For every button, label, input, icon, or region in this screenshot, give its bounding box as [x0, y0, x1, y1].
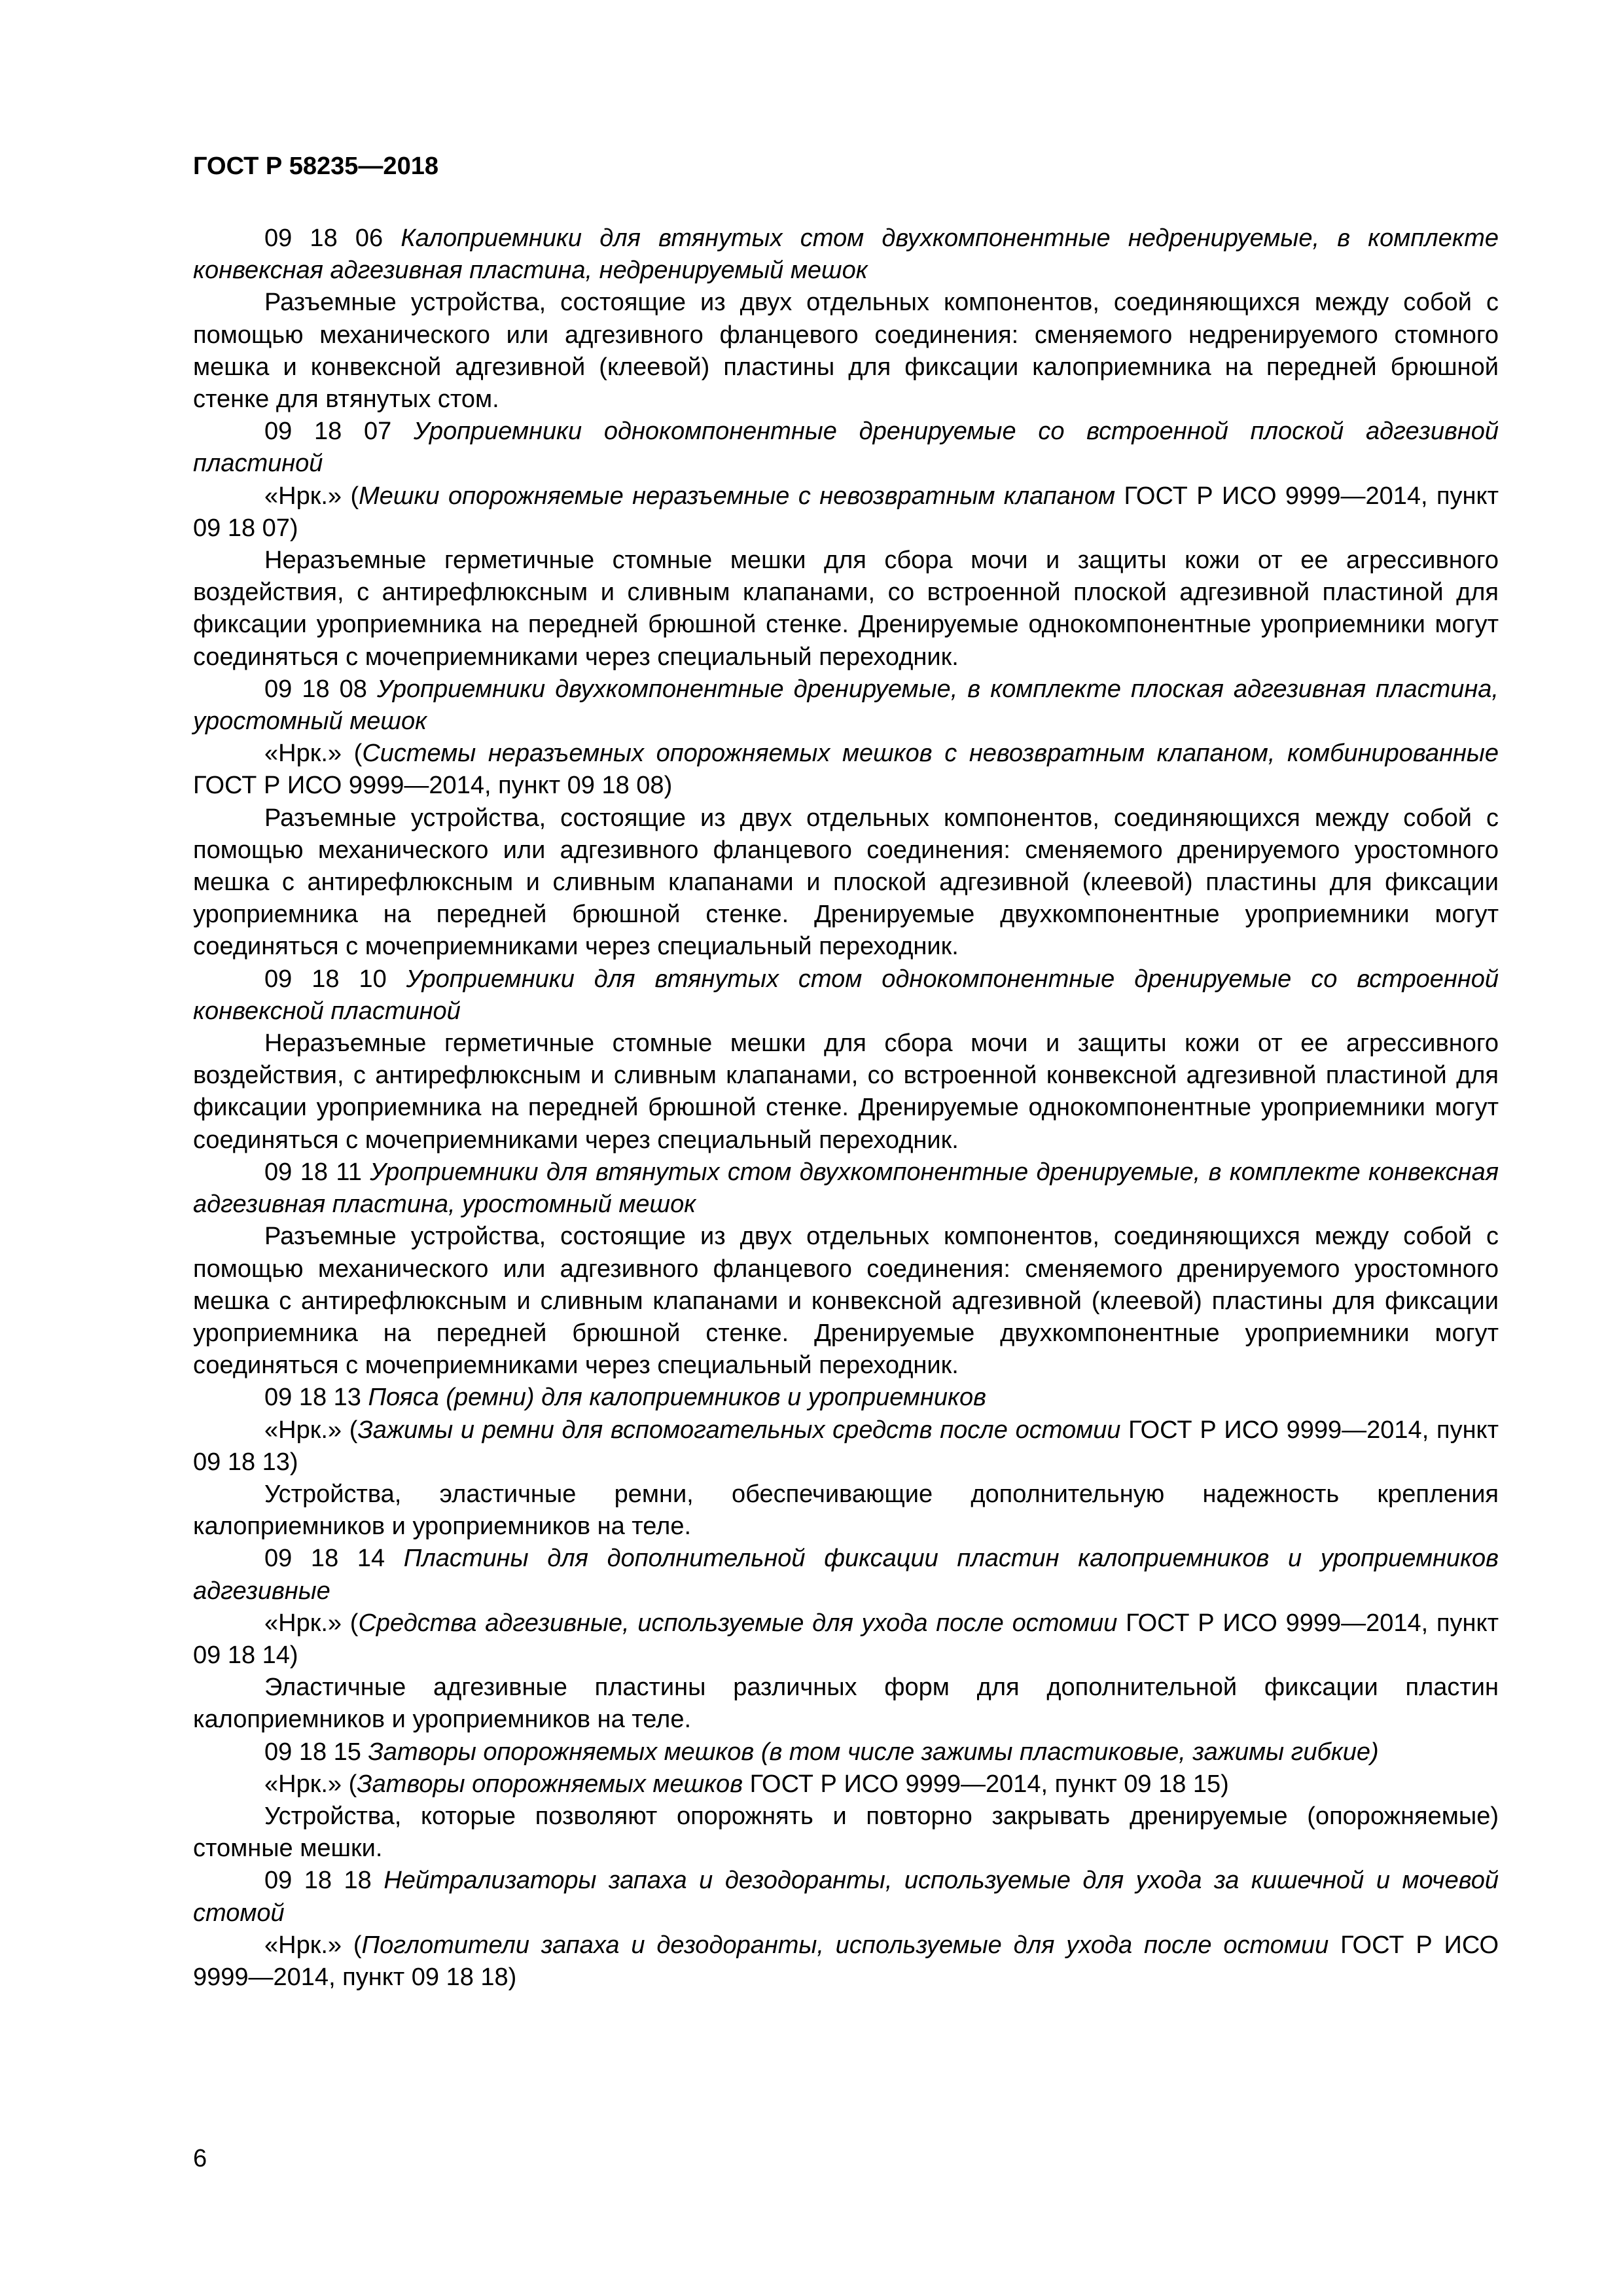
paragraph-text: «Нрк.» ( — [264, 1416, 358, 1444]
paragraph — [193, 1607, 1499, 1672]
paragraph-italic: Затворы опорожняемых мешков (в том числе зажимы пластиковые, зажимы гибкие) — [368, 1738, 1379, 1766]
paragraph — [193, 1479, 1499, 1543]
paragraph-text: Неразъемные герметичные стомные мешки для сбора мочи и защиты кожи от ее агрессивного воздействия, с антирефлюксным и сливным клапанами, со встроенной плоской адгезивной пластиной для фиксации уроприемника на передней брюшной стенке. Дренируемые однокомпонентные уроприемники могут соединяться с мочеприемниками через специальный переходник. — [193, 547, 1499, 671]
paragraph — [193, 673, 1499, 738]
paragraph — [193, 1028, 1499, 1157]
paragraph-text: 09 18 10 — [264, 965, 406, 993]
paragraph-text: Устройства, которые позволяют опорожнять и повторно закрывать дренируемые (опорожняемые) стомные мешки. — [193, 1802, 1499, 1863]
paragraph-text-tail: ГОСТ Р ИСО 9999—2014, пункт 09 18 07) — [193, 482, 1499, 542]
paragraph — [193, 1221, 1499, 1382]
paragraph-text: 09 18 18 — [264, 1867, 384, 1895]
paragraph-text: Разъемные устройства, состоящие из двух отдельных компонентов, соединяющихся между собой с помощью механического или адгезивного фланцевого соединения: сменяемого недренируемого стомного мешка и конвексной адгезивной (клеевой) пластины для фиксации калоприемника на передней брюшной стенке для втянутых стом. — [193, 289, 1499, 414]
paragraph-text: 09 18 06 — [264, 224, 401, 252]
paragraph — [193, 1672, 1499, 1736]
paragraph — [193, 1865, 1499, 1929]
paragraph-italic: Уроприемники для втянутых стом двухкомпонентные дренируемые, в комплекте конвексная адгезивная пластина, уростомный мешок — [193, 1158, 1499, 1219]
paragraph — [193, 1768, 1499, 1801]
paragraph-text: 09 18 14 — [264, 1545, 404, 1573]
paragraph-italic: Мешки опорожняемые неразъемные с невозвратным клапаном — [359, 482, 1116, 510]
paragraph-text-tail: ГОСТ Р ИСО 9999—2014, пункт 09 18 08) — [193, 772, 673, 800]
paragraph — [193, 1382, 1499, 1414]
paragraph — [193, 480, 1499, 545]
paragraph-text-tail: ГОСТ Р ИСО 9999—2014, пункт 09 18 14) — [193, 1609, 1499, 1669]
paragraph-italic: Пластины для дополнительной фиксации пластин калоприемников и уроприемников адгезивные — [193, 1545, 1499, 1605]
paragraph-text: 09 18 15 — [264, 1738, 368, 1766]
paragraph-italic: Затворы опорожняемых мешков — [357, 1770, 743, 1798]
paragraph-text: Разъемные устройства, состоящие из двух отдельных компонентов, соединяющихся между собой с помощью механического или адгезивного фланцевого соединения: сменяемого дренируемого уростомного мешка с антирефлюксным и сливным клапанами и конвексной адгезивной (клеевой) пластины для фиксации уроприемника на передней брюшной стенке. Дренируемые двухкомпонентные уроприемники могут соединяться с мочеприемниками через специальный переходник. — [193, 1223, 1499, 1380]
paragraph — [193, 287, 1499, 416]
paragraph-text-tail: ГОСТ Р ИСО 9999—2014, пункт 09 18 15) — [743, 1770, 1229, 1798]
paragraph — [193, 1801, 1499, 1865]
paragraph-text: 09 18 08 — [264, 675, 377, 703]
paragraph-text: «Нрк.» ( — [264, 1770, 357, 1798]
paragraph-text: Неразъемные герметичные стомные мешки для сбора мочи и защиты кожи от ее агрессивного воздействия, с антирефлюксным и сливным клапанами, со встроенной конвексной адгезивной пластиной для фиксации уроприемника на передней брюшной стенке. Дренируемые однокомпонентные уроприемники могут соединяться с мочеприемниками через специальный переходник. — [193, 1030, 1499, 1154]
paragraph-text: «Нрк.» ( — [264, 1609, 359, 1637]
paragraph-italic: Системы неразъемных опорожняемых мешков с невозвратным клапаном, комбинированные — [362, 740, 1499, 768]
paragraph-text: Устройства, эластичные ремни, обеспечивающие дополнительную надежность крепления калоприемников и уроприемников на теле. — [193, 1480, 1499, 1541]
paragraph-italic: Нейтрализаторы запаха и дезодоранты, используемые для ухода за кишечной и мочевой стомой — [193, 1867, 1499, 1927]
paragraph-italic: Калоприемники для втянутых стом двухкомпонентные недренируемые, в комплекте конвексная адгезивная пластина, недренируемый мешок — [193, 224, 1499, 285]
paragraph — [193, 1414, 1499, 1479]
paragraph — [193, 223, 1499, 287]
paragraph-text: «Нрк.» ( — [264, 482, 359, 510]
document-body — [193, 223, 1499, 1994]
paragraph — [193, 1929, 1499, 1994]
paragraph-italic: Средства адгезивные, используемые для ухода после остомии — [358, 1609, 1118, 1637]
paragraph-italic: Зажимы и ремни для вспомогательных средств после остомии — [357, 1416, 1121, 1444]
paragraph — [193, 802, 1499, 963]
paragraph-text: «Нрк.» ( — [264, 1931, 362, 1959]
paragraph-text: «Нрк.» ( — [264, 740, 363, 768]
paragraph — [193, 738, 1499, 802]
paragraph-text: 09 18 07 — [264, 418, 414, 446]
paragraph-text-tail: ГОСТ Р ИСО 9999—2014, пункт 09 18 18) — [193, 1931, 1499, 1991]
paragraph — [193, 963, 1499, 1028]
paragraph — [193, 1736, 1499, 1768]
paragraph-italic: Уроприемники для втянутых стом однокомпонентные дренируемые со встроенной конвексной пластиной — [193, 965, 1499, 1025]
paragraph — [193, 545, 1499, 673]
paragraph-text: 09 18 13 — [264, 1384, 368, 1412]
document-header: ГОСТ Р 58235—2018 — [193, 152, 438, 180]
paragraph-text: Разъемные устройства, состоящие из двух отдельных компонентов, соединяющихся между собой с помощью механического или адгезивного фланцевого соединения: сменяемого дренируемого уростомного мешка с антирефлюксным и сливным клапанами и плоской адгезивной (клеевой) пластины для фиксации уроприемника на передней брюшной стенке. Дренируемые двухкомпонентные уроприемники могут соединяться с мочеприемниками через специальный переходник. — [193, 804, 1499, 961]
page-number: 6 — [193, 2145, 207, 2172]
paragraph-italic: Уроприемники однокомпонентные дренируемые со встроенной плоской адгезивной пластиной — [193, 418, 1499, 478]
paragraph-text-tail: ГОСТ Р ИСО 9999—2014, пункт 09 18 13) — [193, 1416, 1499, 1476]
paragraph-text: Эластичные адгезивные пластины различных форм для дополнительной фиксации пластин калоприемников и уроприемников на теле. — [193, 1674, 1499, 1734]
paragraph — [193, 1157, 1499, 1221]
paragraph-text: 09 18 11 — [264, 1158, 370, 1186]
paragraph — [193, 1543, 1499, 1607]
paragraph-italic: Пояса (ремни) для калоприемников и уроприемников — [368, 1384, 986, 1412]
paragraph-italic: Поглотители запаха и дезодоранты, используемые для ухода после остомии — [361, 1931, 1329, 1959]
paragraph-italic: Уроприемники двухкомпонентные дренируемые, в комплекте плоская адгезивная пластина, уростомный мешок — [193, 675, 1499, 736]
paragraph — [193, 416, 1499, 480]
